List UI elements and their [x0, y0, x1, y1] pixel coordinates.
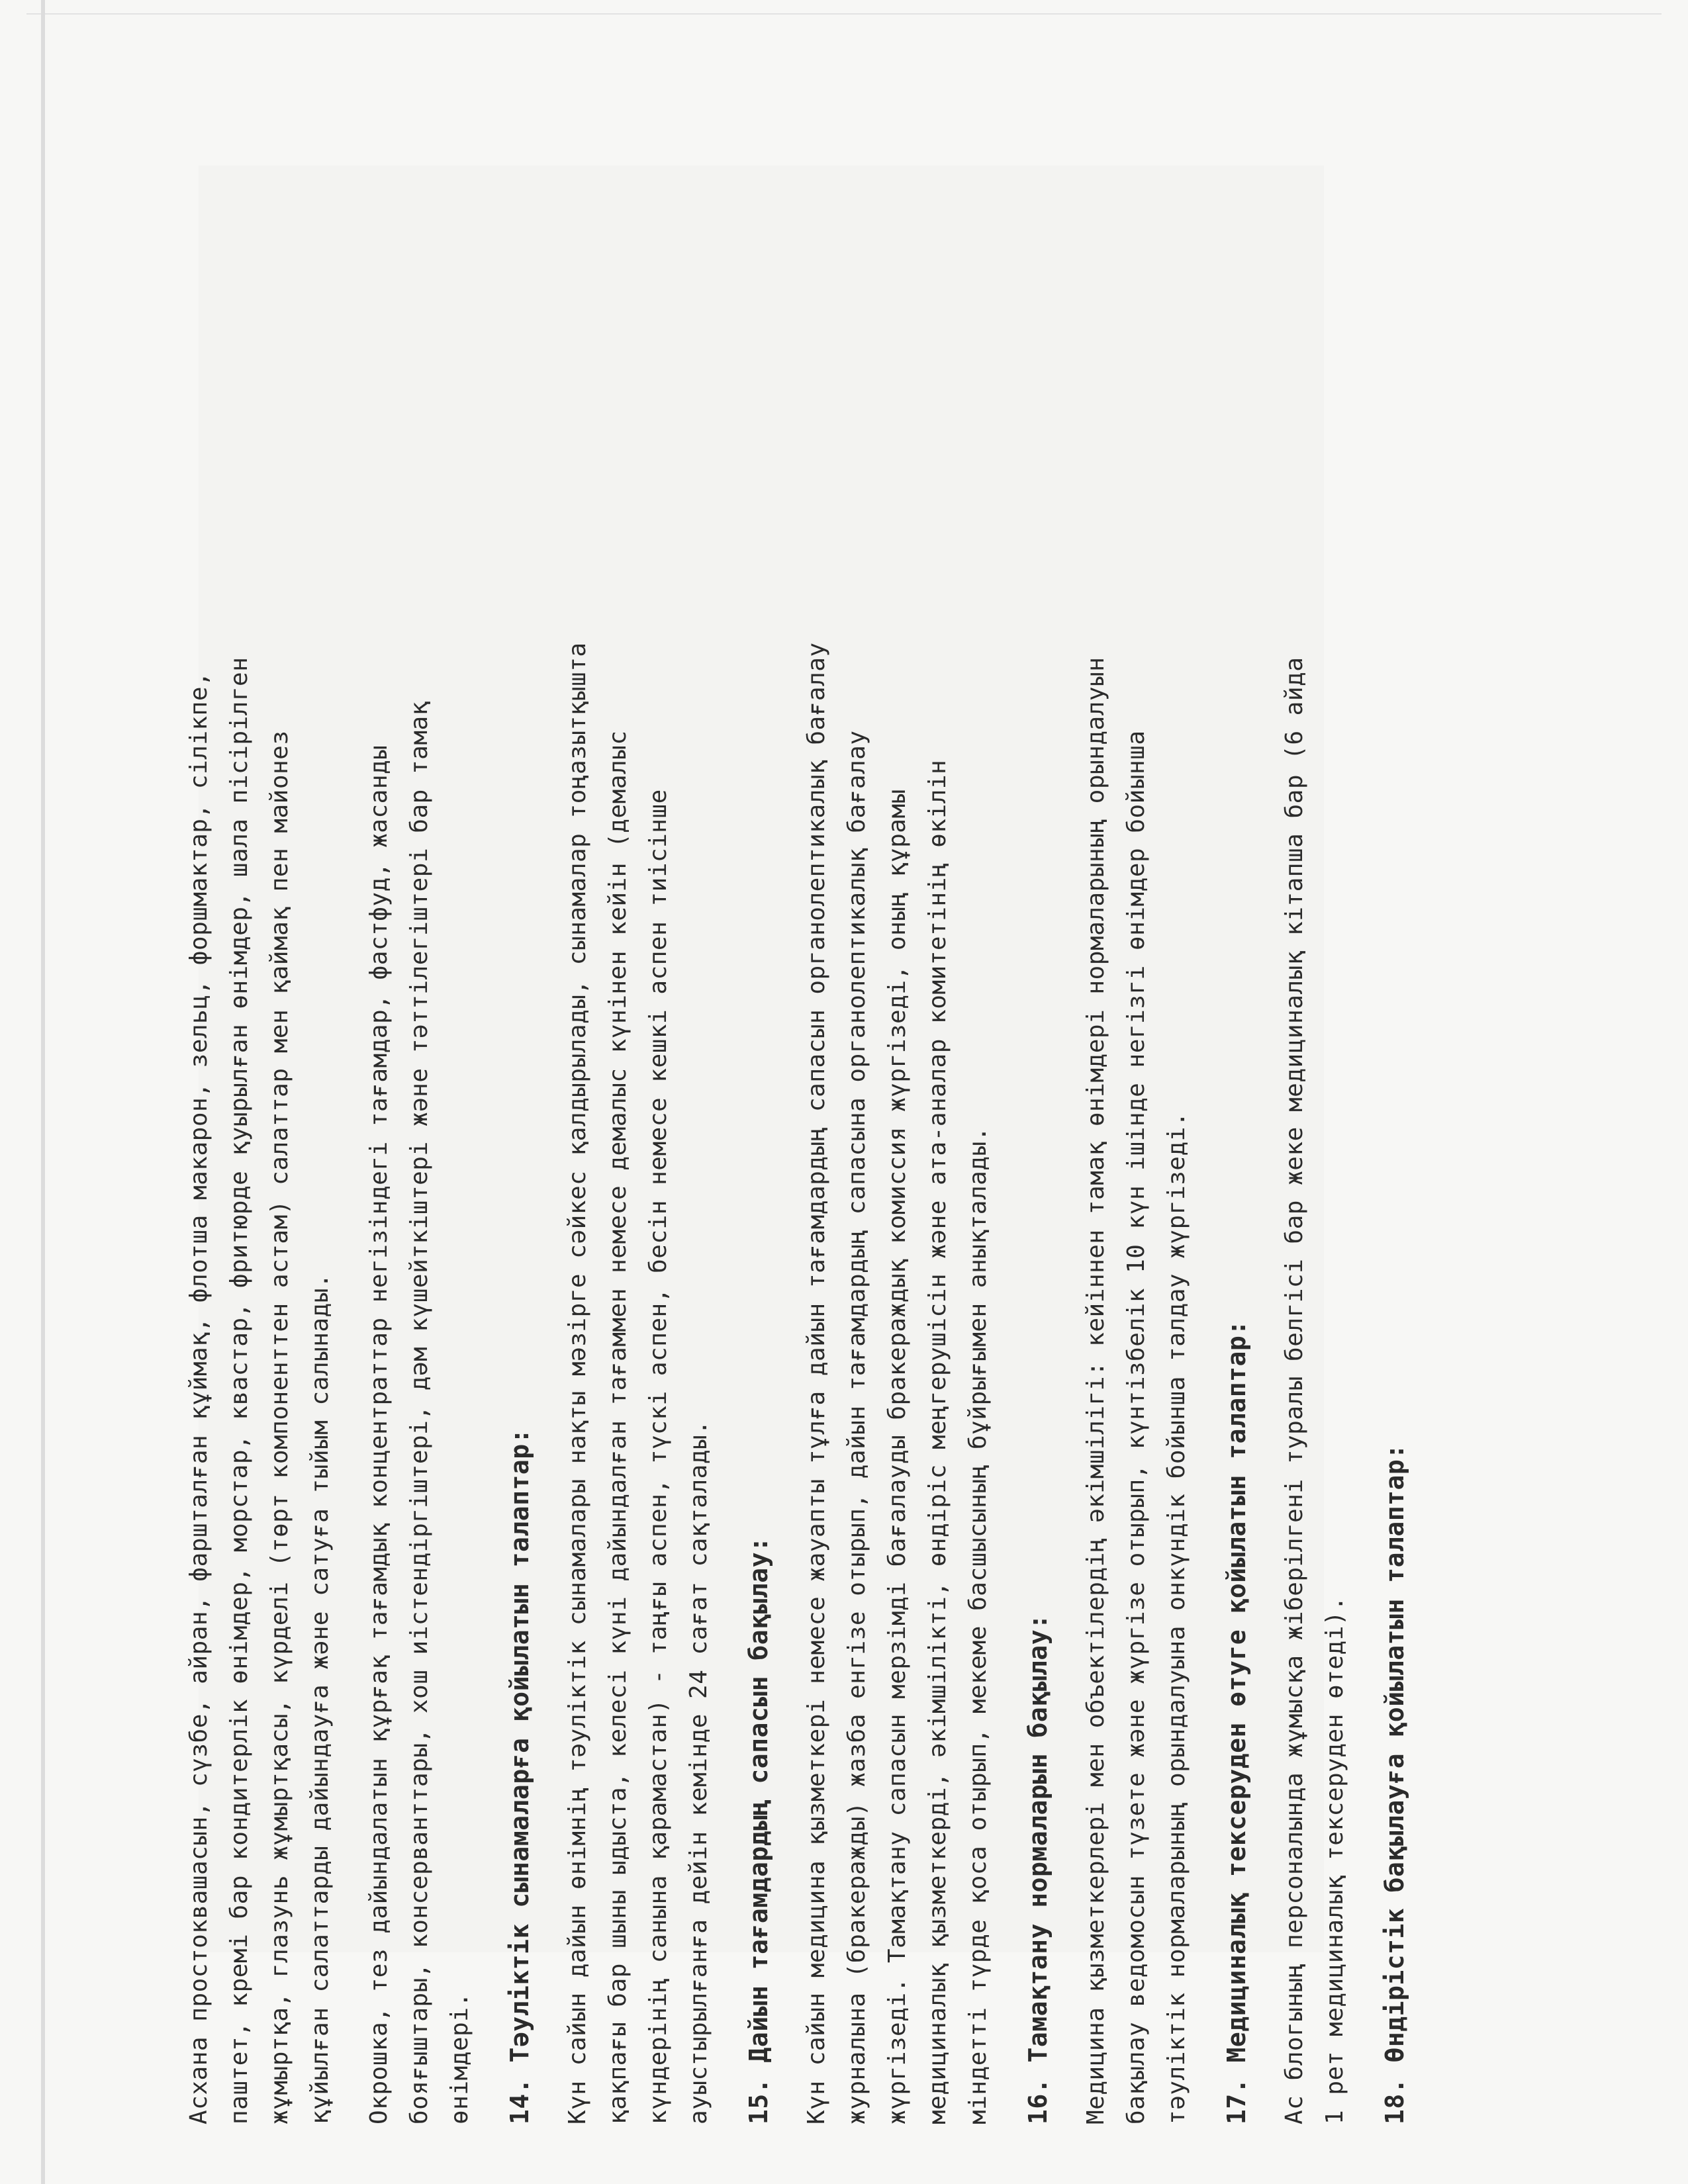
- text-line: күндерінің санына қарамастан) - таңғы аспен, түскі аспен, бесін немесе кешкі аспен тиісінше: [645, 789, 672, 2124]
- text-line: құйылған салаттарды дайындауға және сатуға тыйым салынады.: [306, 1273, 334, 2124]
- text-line: паштет, кремі бар кондитерлік өнімдер, морстар, квастар, фритюрде қуырылған өнімдер, шала пісірілген: [226, 657, 253, 2124]
- text-line: Медицина қызметкерлері мен объектілердің әкімшілігі: кейіннен тамақ өнімдері нормаларының орындалуын: [1082, 657, 1109, 2124]
- text-line: қақпағы бар шыны ыдыста, келесі күні дайындалған тағаммен немесе демалыс күнінен кейін (демалыс: [604, 730, 632, 2124]
- section-body-14: [557, 99, 719, 2124]
- text-line: өнімдері.: [446, 1992, 473, 2124]
- section-body-17: [1274, 99, 1355, 2124]
- section-heading-14: 14. Тәуліктік сынамаларға қойылатын талаптар:: [505, 1428, 534, 2124]
- text-line: журналына (бракеражды) жазба енгізе отырып, дайын тағамдардың сапасына органолептикалық бағалау: [843, 730, 870, 2124]
- text-line: Ас блогының персоналында жұмысқа жіберілгені туралы белгісі бар жеке медициналық кітапша бар (6 айда: [1281, 657, 1308, 2124]
- rotated-document-body: [179, 99, 1609, 2124]
- second-paragraph: [359, 99, 480, 2124]
- scan-edge-left: [41, 0, 45, 2184]
- text-line: бояғыштары, консерванттары, хош иістендіргіштері, дәм күшейткіштері және тәттілегіштері бар тамақ: [406, 701, 433, 2124]
- section-heading-18: 18. Өндірістік бақылауға қойылатын талаптар:: [1380, 1443, 1409, 2124]
- text-line: ауыстырылғанға дейін кемінде 24 сағат сақталады.: [685, 1420, 712, 2124]
- text-line: міндетті түрде қоса отырып, мекеме басшысының бұйрығымен анықталады.: [964, 1126, 992, 2124]
- section-heading-16: 16. Тамақтану нормаларын бақылау:: [1023, 1614, 1053, 2124]
- section-body-16: [1076, 99, 1197, 2124]
- text-line: Күн сайын дайын өнімнің тәуліктік сынамалары нақты мәзірге сәйкес қалдырылады, сынамалар тоңазытқышта: [564, 642, 591, 2124]
- text-line: бақылау ведомосын түзете және жүргізе отырып, күнтізбелік 10 күн ішінде негізгі өнімдер бойынша: [1123, 730, 1150, 2124]
- text-line: медициналық қызметкерді, әкімшілікті, өндіріс меңгерушісін және ата-аналар комитетінің өкілін: [924, 759, 951, 2124]
- text-line: Окрошка, тез дайындалатын құрғақ тағамдық концентраттар негізіндегі тағамдар, фастфуд, жасанды: [365, 745, 393, 2124]
- scan-edge-top: [26, 13, 1662, 15]
- section-heading-15: 15. Дайын тағамдардың сапасын бақылау:: [744, 1536, 773, 2124]
- text-line: 1 рет медициналық тексеруден өтеді).: [1321, 1596, 1348, 2124]
- text-line: жұмыртқа, глазунь жұмыртқасы, күрделі (төрт компоненттен астам) салаттар мен қаймақ пен майонез: [266, 730, 293, 2124]
- text-line: жүргізеді. Тамақтану сапасын мерзімді бағалауды бракераждық комиссия жүргізеді, оның құрамы: [884, 789, 911, 2124]
- intro-paragraph: [179, 99, 340, 2124]
- section-body-15: [796, 99, 998, 2124]
- text-line: Күн сайын медицина қызметкері немесе жауапты тұлға дайын тағамдардың сапасын органолептикалық бағалау: [803, 642, 830, 2124]
- text-line: тәуліктік нормаларының орындалуына онкүндік бойынша талдау жүргізеді.: [1163, 1112, 1190, 2124]
- text-line: Асхана простоквашасын, сүзбе, айран, фаршталған құймақ, флотша макарон, зельц, форшмактар, сілікпе,: [185, 671, 212, 2124]
- section-heading-17: 17. Медициналық тексеруден өтуге қойылатын талаптар:: [1222, 1320, 1251, 2124]
